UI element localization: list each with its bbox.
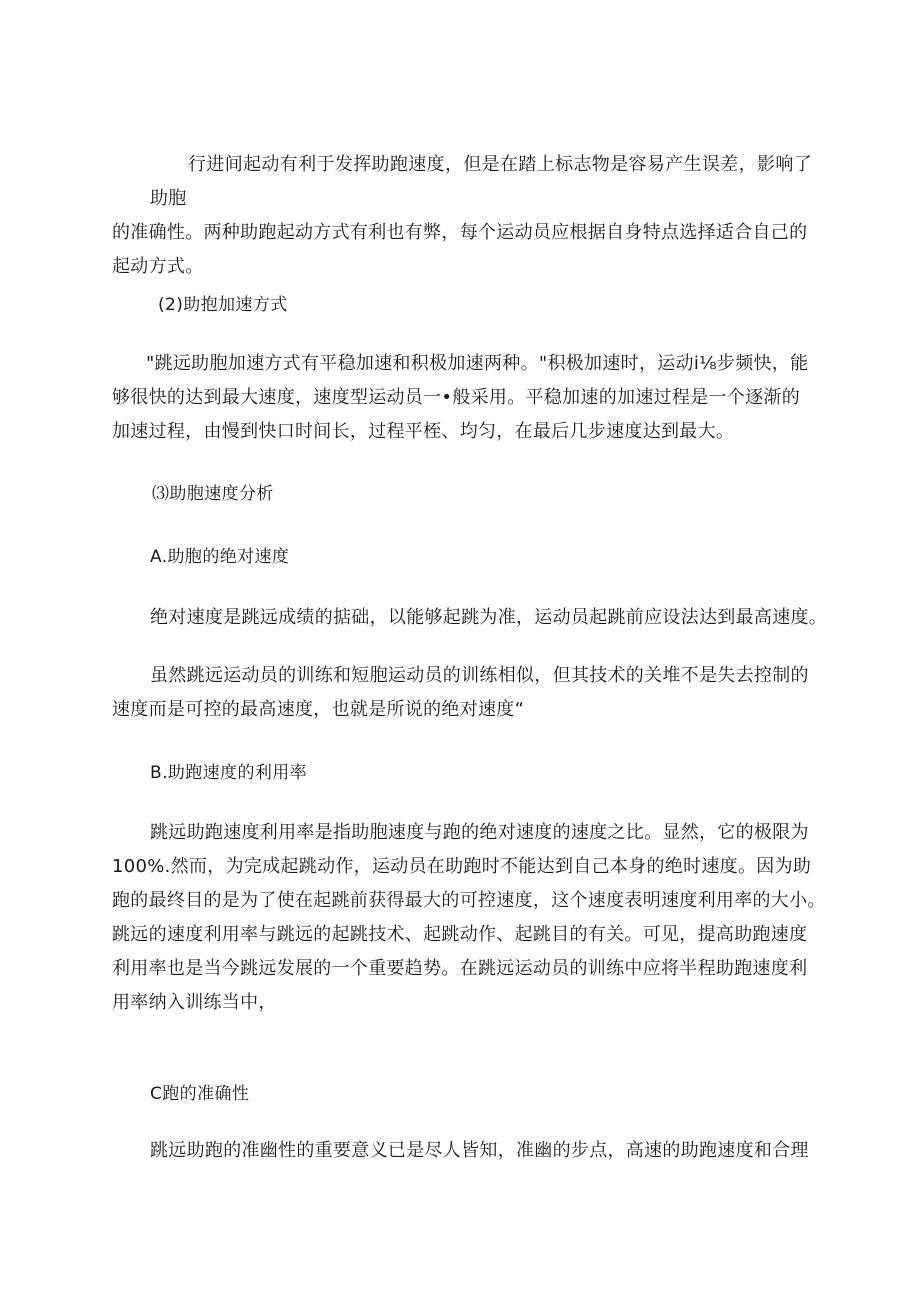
text-line: 加速过程，由慢到快口时间长，过程平桎、均匀，在最后几步速度达到最大。	[112, 421, 735, 442]
text-line: 行进间起动有利于发挥助跑速度，但是在踏上标志物是容易产生误差，影响了助胞	[150, 154, 812, 209]
text-line: 利用率也是当今跳远发展的一个重要趋势。在跳远运动员的训练中应将半程助跑速度利	[112, 958, 808, 979]
text-line: 绝对速度是跳远成绩的掂础，以能够起跳为准，运动员起跳前应设法达到最高速度。	[150, 607, 828, 628]
section-heading-3: ⑶助胞速度分析	[152, 484, 274, 504]
text-line: 跑的最终目的是为了使在起跳前获得最大的可控速度，这个速度表明速度利用率的大小。	[112, 890, 826, 911]
subsection-heading-b: B.助跑速度的利用率	[150, 763, 308, 783]
text-line: 跳远助跑的准幽性的重要意义已是尽人皆知，准幽的步点，高速的助跑速度和合理	[150, 1140, 809, 1161]
subsection-heading-c: C跑的准确性	[150, 1084, 250, 1104]
paragraph-utilization-rate	[112, 816, 850, 1020]
paragraph-accuracy	[150, 1134, 850, 1168]
section-heading-2: (2)助抱加速方式	[158, 295, 288, 315]
text-line: 够很快的达到最大速度，速度型运动员一•般采用。平稳加速的加速过程是一个逐渐的	[112, 387, 801, 408]
text-line: 跳远助跑速度利用率是指助胞速度与跑的绝对速度的速度之比。显然，它的极限为	[150, 822, 809, 843]
text-line: 跳远的速度利用率与跳远的起跳技术、起跳动作、起跳目的有关。可见，提高助跑速度	[112, 924, 808, 945]
text-line: 速度而是可控的最高速度，也就是所说的绝对速度“	[112, 699, 525, 720]
paragraph-training	[112, 659, 850, 727]
text-line: 用率纳入训练当中，	[112, 992, 277, 1013]
text-line: "跳远助胞加速方式有平稳加速和积极加速两种。"积极加速时，运动i⅛步频快，能	[146, 353, 809, 374]
paragraph-start-method	[112, 148, 812, 284]
text-line: 起动方式。	[112, 256, 204, 277]
text-line: 虽然跳远运动员的训练和短胞运动员的训练相似，但其技术的关堆不是失去控制的	[150, 665, 809, 686]
paragraph-acceleration	[112, 347, 846, 449]
subsection-heading-a: A.助胞的绝对速度	[150, 547, 290, 567]
paragraph-absolute-speed	[150, 601, 830, 635]
text-line: 的准确性。两种助跑起动方式有利也有弊，每个运动员应根据自身特点选择适合自己的	[112, 222, 808, 243]
text-line: 100%.然而，为完成起跳动作，运动员在助跑时不能达到自己本身的绝时速度。因为助	[112, 856, 812, 877]
